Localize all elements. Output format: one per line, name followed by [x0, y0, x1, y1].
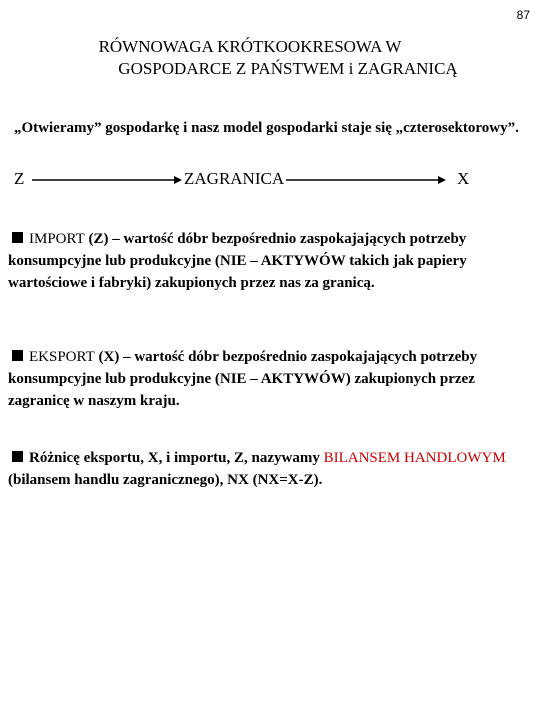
import-term: IMPORT — [29, 231, 85, 247]
intro-paragraph: „Otwieramy” gospodarkę i nasz model gospodarki staje się „czterosektorowy”. — [14, 120, 519, 136]
square-bullet-icon — [12, 232, 23, 243]
arrow-right-icon — [32, 175, 182, 185]
balance-paragraph — [8, 447, 526, 491]
import-text: (Z) – wartość dóbr bezpośrednio zaspokajających potrzeby konsumpcyjne lub produkcyjne (NIE – AKTYWÓW takich jak papiery wartościowe i fabryki) zakupionych przez nas za granicą. — [8, 231, 467, 291]
square-bullet-icon — [12, 350, 23, 361]
export-term: EKSPORT — [29, 349, 95, 365]
arrow-right-icon — [286, 175, 446, 185]
export-paragraph — [8, 346, 526, 412]
title-line-1: RÓWNOWAGA KRÓTKOOKRESOWA W — [98, 37, 402, 56]
title-line-2: GOSPODARCE Z PAŃSTWEM i ZAGRANICĄ — [118, 59, 458, 78]
balance-text-before: Różnicę eksportu, X, i importu, Z, nazywamy — [29, 450, 324, 466]
flow-diagram — [14, 169, 526, 191]
square-bullet-icon — [12, 451, 23, 462]
flow-label-zagranica: ZAGRANICA — [184, 169, 285, 188]
balance-highlight: BILANSEM HANDLOWYM — [323, 450, 506, 466]
flow-label-z: Z — [14, 169, 25, 188]
flow-label-x: X — [457, 169, 470, 188]
page-title — [0, 36, 540, 80]
export-text: (X) – wartość dóbr bezpośrednio zaspokajających potrzeby konsumpcyjne lub produkcyjne (NIE – AKTYWÓW) zakupionych przez zagranicę w naszym kraju. — [8, 349, 478, 409]
import-paragraph — [8, 228, 526, 294]
balance-text-after: (bilansem handlu zagranicznego), NX (NX=X-Z). — [8, 472, 323, 488]
page-number: 87 — [516, 8, 530, 22]
